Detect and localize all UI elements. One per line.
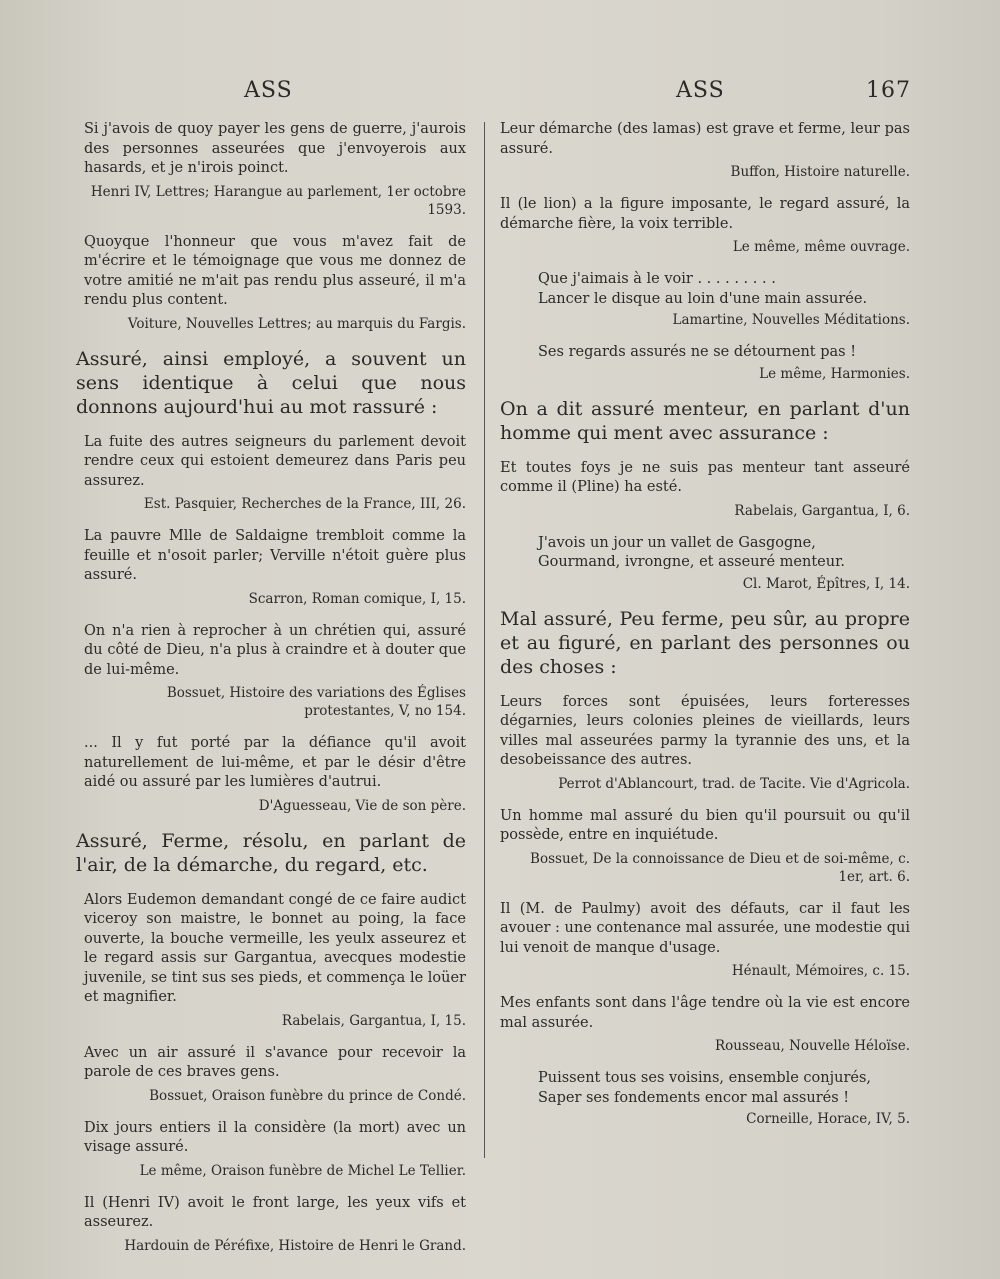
verse-line: Saper ses fondements encor mal assurés !	[538, 1089, 850, 1106]
citation: Rousseau, Nouvelle Héloïse.	[714, 1038, 910, 1054]
quotation: On n'a rien à reprocher à un chrétien qui, assuré du côté de Dieu, n'a plus à craindre et à douter que de lui-même.	[84, 622, 466, 678]
citation: Perrot d'Ablancourt, trad. de Tacite. Vie d'Agricola.	[558, 775, 910, 792]
sense-heading: Mal assuré, Peu ferme, peu sûr, au propre et au figuré, en parlant des personnes ou des choses :	[500, 607, 910, 678]
quotation: Leurs forces sont épuisées, leurs forteresses dégarnies, leurs colonies pleines de vieillards, leurs villes mal asseurées parmy la tyrannie des uns, et la desobeissance des autres.	[500, 693, 910, 768]
citation: Scarron, Roman comique, I, 15.	[248, 590, 466, 607]
citation: Hardouin de Péréfixe, Histoire de Henri le Grand.	[124, 1237, 466, 1254]
verse-quotation	[500, 343, 910, 363]
citation: Hénault, Mémoires, c. 15.	[731, 963, 910, 979]
quotation: Si j'avois de quoy payer les gens de guerre, j'aurois des personnes asseurées que j'envoyerois aux hasards, et je n'irois poinct.	[84, 121, 466, 176]
citation: Corneille, Horace, IV, 5.	[746, 1111, 910, 1127]
citation: D'Aguesseau, Vie de son père.	[258, 797, 466, 814]
sense-heading: Assuré, Ferme, résolu, en parlant de l'air, de la démarche, du regard, etc.	[76, 829, 466, 876]
citation: Buffon, Histoire naturelle.	[730, 164, 910, 180]
citation: Bossuet, Oraison funèbre du prince de Condé.	[149, 1087, 466, 1104]
citation: Rabelais, Gargantua, I, 15.	[281, 1012, 466, 1029]
verse-quotation	[500, 534, 910, 573]
citation: Est. Pasquier, Recherches de la France, III, 26.	[143, 496, 466, 512]
running-head-left: ASS	[244, 78, 293, 103]
left-column	[76, 120, 466, 1269]
sense-heading: Assuré, ainsi employé, a souvent un sens identique à celui que nous donnons aujourd'hui au mot rassuré :	[76, 347, 466, 418]
citation: Le même, Oraison funèbre de Michel Le Tellier.	[139, 1162, 466, 1179]
right-column	[500, 120, 910, 1142]
quotation: Il (le lion) a la figure imposante, le regard assuré, la démarche fière, la voix terrible.	[500, 196, 910, 232]
quotation: Dix jours entiers il la considère (la mort) avec un visage assuré.	[84, 1119, 466, 1155]
citation: Bossuet, De la connoissance de Dieu et de soi-même, c. 1er, art. 6.	[530, 850, 910, 885]
verse-line: Lancer le disque au loin d'une main assurée.	[538, 290, 868, 307]
quotation: La pauvre Mlle de Saldaigne trembloit comme la feuille et n'osoit parler; Verville n'étoit guère plus assuré.	[84, 528, 466, 583]
verse-line: Ses regards assurés ne se détournent pas !	[538, 344, 857, 360]
quotation: La fuite des autres seigneurs du parlement devoit rendre ceux qui estoient demeurez dans Paris peu assurez.	[84, 433, 466, 489]
quotation: Leur démarche (des lamas) est grave et ferme, leur pas assuré.	[500, 121, 910, 157]
citation: Rabelais, Gargantua, I, 6.	[734, 502, 910, 519]
citation: Lamartine, Nouvelles Méditations.	[672, 312, 910, 328]
page-number: 167	[866, 78, 911, 103]
verse-line: Que j'aimais à le voir . . . . . . . . .	[538, 271, 776, 287]
quotation: Mes enfants sont dans l'âge tendre où la vie est encore mal assurée.	[500, 995, 910, 1031]
citation: Voiture, Nouvelles Lettres; au marquis du Fargis.	[127, 315, 466, 332]
citation: Bossuet, Histoire des variations des Églises protestantes, V, no 154.	[166, 685, 466, 719]
running-head-right: ASS	[676, 78, 725, 103]
verse-line: Puissent tous ses voisins, ensemble conjurés,	[538, 1070, 872, 1086]
quotation: Quoyque l'honneur que vous m'avez fait de m'écrire et le témoignage que vous me donnez de votre amitié ne m'ait pas rendu plus asseuré, il m'a rendu plus content.	[84, 233, 466, 308]
quotation: ... Il y fut porté par la défiance qu'il avoit naturellement de lui-même, et par le désir d'être aidé ou assuré par les lumières d'autrui.	[84, 735, 466, 790]
quotation: Alors Eudemon demandant congé de ce faire audict viceroy son maistre, le bonnet au poing, la face ouverte, la bouche vermeille, les yeulx asseurez et le regard assis sur Gargantua, avecques modestie juvenile, se tint sus ses pieds, et commença le loüer et magnifier.	[84, 891, 466, 1005]
quotation: Il (M. de Paulmy) avoit des défauts, car il faut les avouer : une contenance mal assurée, une modestie qui lui venoit de manque d'usage.	[500, 900, 911, 956]
column-divider	[484, 122, 485, 1158]
quotation: Il (Henri IV) avoit le front large, les yeux vifs et asseurez.	[84, 1194, 466, 1230]
citation: Le même, Harmonies.	[759, 365, 910, 382]
quotation: Et toutes foys je ne suis pas menteur tant asseuré comme il (Pline) ha esté.	[500, 459, 910, 495]
verse-quotation	[500, 1069, 910, 1108]
sense-heading: On a dit assuré menteur, en parlant d'un homme qui ment avec assurance :	[500, 397, 910, 444]
quotation: Un homme mal assuré du bien qu'il poursuit ou qu'il possède, entre en inquiétude.	[500, 807, 910, 843]
citation: Cl. Marot, Épîtres, I, 14.	[742, 575, 910, 592]
verse-line: J'avois un jour un vallet de Gasgogne,	[538, 534, 816, 551]
quotation: Avec un air assuré il s'avance pour recevoir la parole de ces braves gens.	[84, 1044, 466, 1080]
verse-line: Gourmand, ivrongne, et asseuré menteur.	[538, 554, 846, 570]
citation: Le même, même ouvrage.	[732, 239, 910, 255]
verse-quotation	[500, 270, 910, 309]
citation: Henri IV, Lettres; Harangue au parlement, 1er octobre 1593.	[90, 183, 466, 218]
